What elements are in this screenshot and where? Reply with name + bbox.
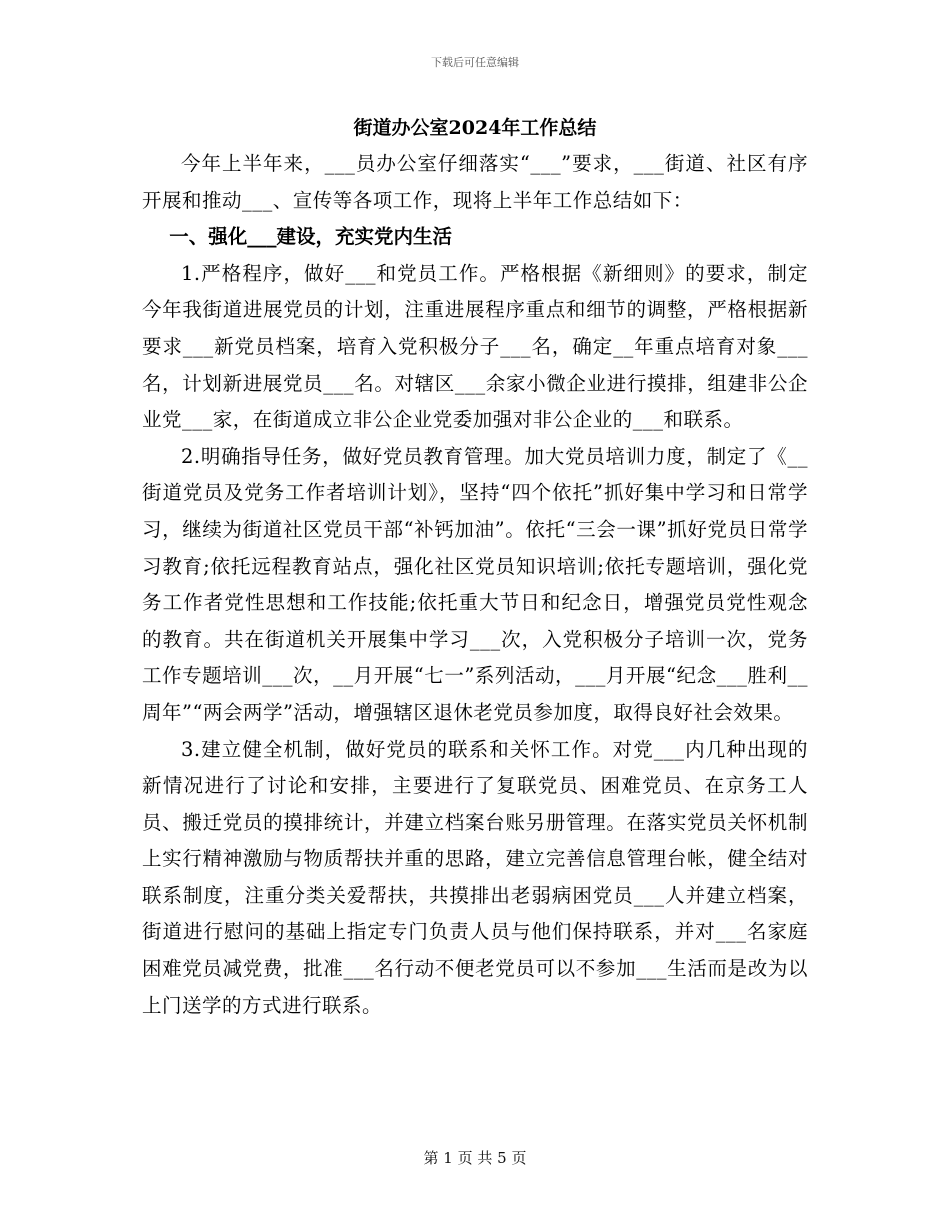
intro-paragraph: 今年上半年来，___员办公室仔细落实“___”要求，___街道、社区有序开展和推动___、宣传等各项工作，现将上半年工作总结如下：: [142, 152, 808, 212]
document-title: 街道办公室2024年工作总结: [353, 117, 597, 139]
page-header: 下载后可任意编辑: [431, 56, 519, 69]
page-number: 第 1 页 共 5 页: [423, 1149, 527, 1167]
item-paragraph-3: 3.建立健全机制，做好党员的联系和关怀工作。对党___内几种出现的新情况进行了讨论和安排，主要进行了复联党员、困难党员、在京务工人员、搬迁党员的摸排统计，并建立档案台账另册管理。在落实党员关怀机制上实行精神激励与物质帮扶并重的思路，建立完善信息管理台帐，健全结对联系制度，注重分类关爱帮扶，共摸排出老弱病困党员___人并建立档案，街道进行慰问的基础上指定专门负责人员与他们保持联系，并对___名家庭困难党员减党费，批准___名行动不便老党员可以不参加___生活而是改为以上门送学的方式进行联系。: [142, 737, 808, 1017]
item-paragraph-1: 1.严格程序，做好___和党员工作。严格根据《新细则》的要求，制定今年我街道进展党员的计划，注重进展程序重点和细节的调整，严格根据新要求___新党员档案，培育入党积极分子___名，确定__年重点培育对象___名，计划新进展党员___名。对辖区___余家小微企业进行摸排，组建非公企业党___家，在街道成立非公企业党委加强对非公企业的___和联系。: [142, 261, 808, 432]
document-body: [142, 110, 808, 1024]
section-heading: 一、强化___建设，充实党内生活: [169, 225, 453, 249]
item-paragraph-2: 2.明确指导任务，做好党员教育管理。加大党员培训力度，制定了《__街道党员及党务工作者培训计划》，坚持“四个依托”抓好集中学习和日常学习，继续为街道社区党员干部“补钙加油”。依托“三会一课”抓好党员日常学习教育;依托远程教育站点，强化社区党员知识培训;依托专题培训，强化党务工作者党性思想和工作技能;依托重大节日和纪念日，增强党员党性观念的教育。共在街道机关开展集中学习___次，入党积极分子培训一次，党务工作专题培训___次，__月开展“七一”系列活动，___月开展“纪念___胜利__周年”“两会两学”活动，增强辖区退休老党员参加度，取得良好社会效果。: [142, 444, 808, 724]
